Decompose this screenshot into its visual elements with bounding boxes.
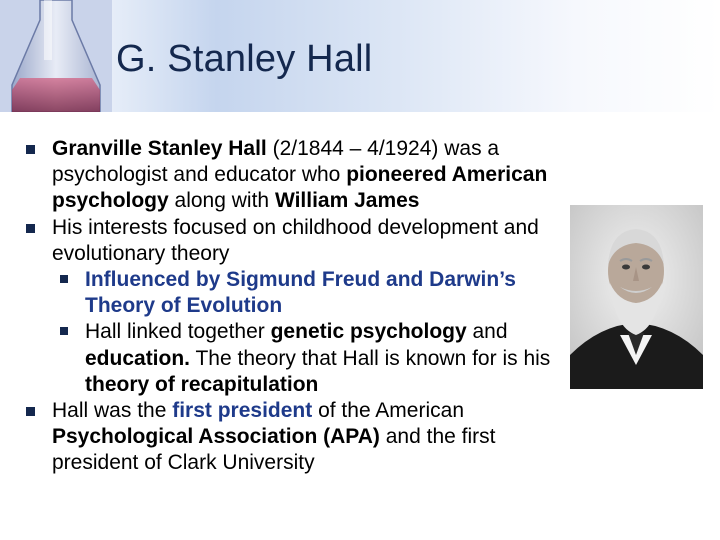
william-james: William James xyxy=(274,189,420,213)
square-bullet-icon xyxy=(26,407,35,416)
theory-known-text: The theory that Hall is known for is his xyxy=(190,346,551,370)
theory-of-recapitulation: theory of recapitulation xyxy=(85,372,319,396)
of-american-text: of the American xyxy=(312,399,464,423)
clark-text: and the first president of Clark University xyxy=(52,425,496,475)
square-bullet-icon xyxy=(26,224,35,233)
education: education. xyxy=(85,346,191,370)
genetic-psychology: genetic psychology xyxy=(270,320,467,344)
interests-text: His interests focused on childhood development and evolutionary theory xyxy=(52,215,539,265)
intro-text: (2/1844 – 4/1924) was a psychologist and educator who xyxy=(52,137,500,187)
flask-image xyxy=(0,0,112,112)
sub-bullet-influences xyxy=(18,267,558,319)
hall-full-name: Granville Stanley Hall xyxy=(52,137,267,160)
bullet-list xyxy=(18,136,558,477)
linked-text: Hall linked together xyxy=(85,320,271,344)
first-president: first president xyxy=(172,399,313,423)
portrait-photo xyxy=(570,205,703,389)
square-bullet-icon xyxy=(60,275,68,283)
sub-bullet-recapitulation xyxy=(18,319,558,398)
portrait-drawing xyxy=(570,205,703,389)
and-text: and xyxy=(466,320,508,344)
bullet-item-apa xyxy=(18,398,558,477)
bullet-item-interests xyxy=(18,215,558,267)
square-bullet-icon xyxy=(60,327,68,335)
square-bullet-icon xyxy=(26,145,35,154)
hall-was-text: Hall was the xyxy=(52,399,173,423)
bullet-item-hall-intro xyxy=(18,136,558,215)
influences-text: Influenced by Sigmund Freud and Darwin’s Theory of Evolution xyxy=(85,268,516,318)
along-with-text: along with xyxy=(168,189,275,213)
pioneered-phrase: pioneered American psychology xyxy=(52,163,548,213)
slide-title: G. Stanley Hall xyxy=(116,38,373,80)
apa-name: Psychological Association (APA) xyxy=(52,425,380,449)
